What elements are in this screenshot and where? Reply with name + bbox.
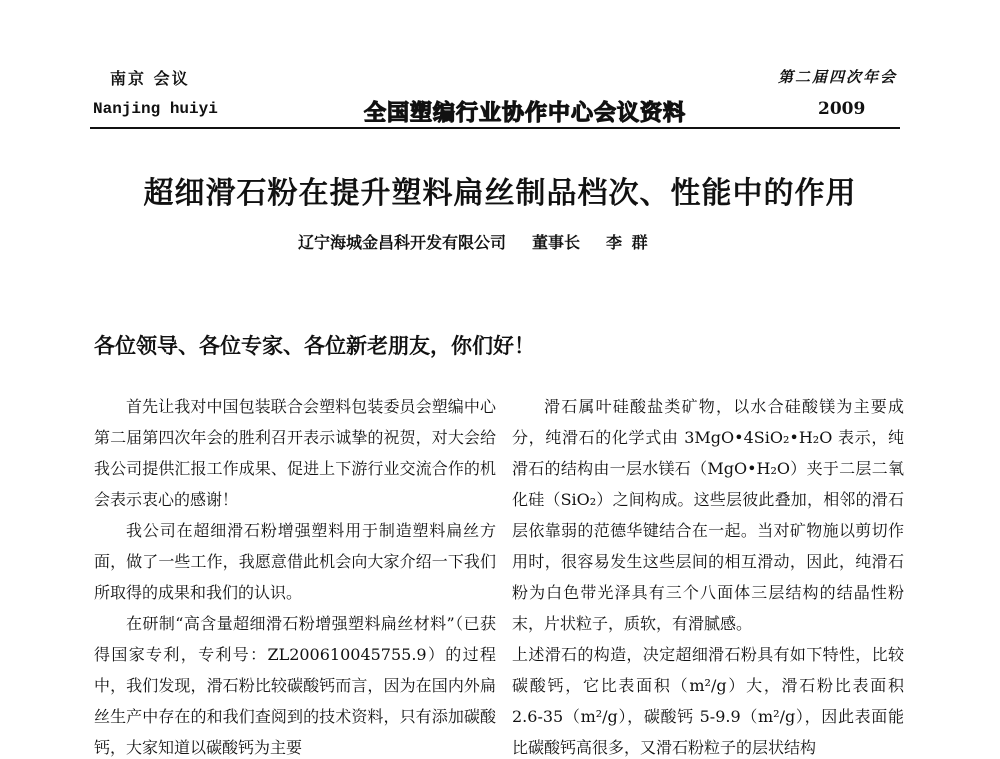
author-name: 李 群 — [606, 233, 650, 252]
article-title: 超细滑石粉在提升塑料扁丝制品档次、性能中的作用 — [143, 176, 857, 211]
paragraph: 首先让我对中国包装联合会塑料包装委员会塑编中心第二届第四次年会的胜利召开表示诚挚的祝贺，对大会给我公司提供汇报工作成果、促进上下游行业交流合作的机会表示衷心的感谢！ — [94, 397, 496, 509]
body-column-right — [512, 391, 904, 759]
author-role: 董事长 — [532, 233, 581, 252]
header-location-chinese: 南京 会议 — [110, 69, 190, 88]
paragraph: 在研制“高含量超细滑石粉增强塑料扁丝材料”（已获得国家专利，专利号：ZL200610045755.9）的过程中，我们发现，滑石粉比较碳酸钙而言，因为在国内外扁丝生产中存在的和我们查阅到的技术资料，只有添加碳酸钙，大家知道以碳酸钙为主要 — [94, 614, 496, 757]
header-divider — [90, 127, 900, 129]
header-year: 2009 — [818, 99, 866, 119]
paragraph: 滑石属叶硅酸盐类矿物，以水合硅酸镁为主要成分，纯滑石的化学式由 3MgO•4SiO₂•H₂O 表示，纯滑石的结构由一层水镁石（MgO•H₂O）夹于二层二氧化硅（SiO₂）之间构成。这些层彼此叠加，相邻的滑石层依靠弱的范德华键结合在一起。当对矿物施以剪切作用时，很容易发生这些层间的相互滑动，因此，纯滑石粉为白色带光泽具有三个八面体三层结构的结晶性粉末，片状粒子，质软，有滑腻感。 — [512, 397, 904, 633]
author-line — [298, 230, 650, 253]
paragraph: 上述滑石的构造，决定超细滑石粉具有如下特性，比较碳酸钙，它比表面积（m²/g）大，滑石粉比表面积 2.6-35（m²/g），碳酸钙 5-9.9（m²/g），因此表面能比碳酸钙高很多，又滑石粉粒子的层状结构 — [512, 645, 904, 757]
body-column-left — [94, 391, 496, 759]
header-session: 第二届四次年会 — [777, 68, 897, 86]
header-location-pinyin: Nanjing huiyi — [93, 100, 218, 118]
header-publication-title: 全国塑编行业协作中心会议资料 — [363, 101, 686, 126]
author-organization: 辽宁海城金昌科开发有限公司 — [298, 233, 507, 252]
paragraph: 我公司在超细滑石粉增强塑料用于制造塑料扁丝方面，做了一些工作，我愿意借此机会向大家介绍一下我们所取得的成果和我们的认识。 — [94, 521, 496, 602]
greeting-heading: 各位领导、各位专家、各位新老朋友，你们好！ — [94, 334, 535, 358]
